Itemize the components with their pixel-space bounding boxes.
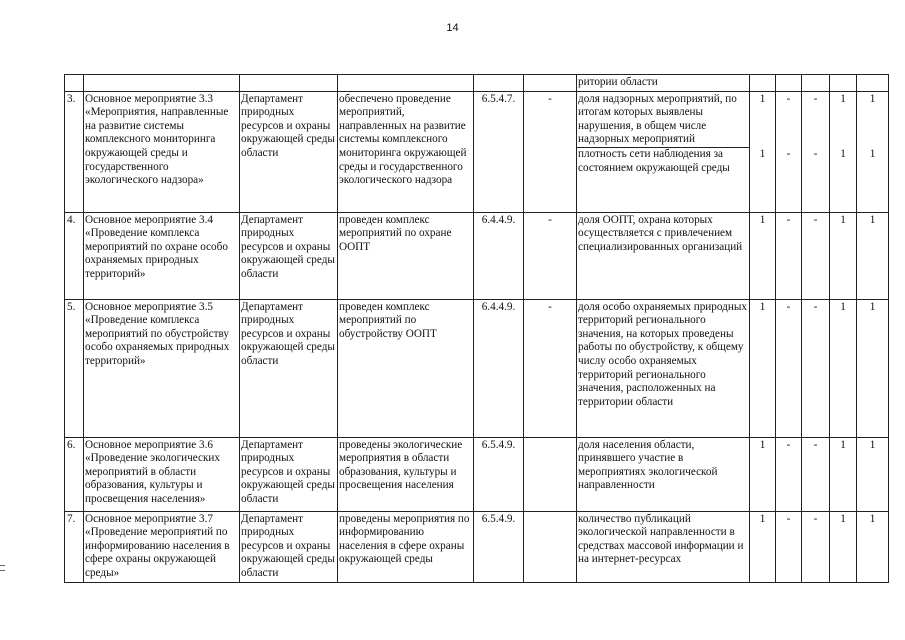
indicator-value: - <box>786 92 791 105</box>
indicator-value-4 <box>830 212 857 299</box>
indicator-value: 1 <box>840 300 846 313</box>
indicator-value-1 <box>750 437 776 511</box>
indicator-cell <box>577 299 750 437</box>
indicator-name: плотность сети наблюдения за состоянием окружающей среды <box>578 147 730 174</box>
dash-cell: - <box>524 299 577 437</box>
indicator-value: - <box>786 300 791 313</box>
expected-result: проведен комплекс мероприятий по охране ООПТ <box>338 212 474 299</box>
indicator-value-2 <box>776 511 802 582</box>
table-row <box>65 299 889 437</box>
indicator-value: 1 <box>759 438 766 451</box>
indicator-cell <box>577 437 750 511</box>
indicator-value: 1 <box>840 147 846 160</box>
indicator-value-5 <box>857 212 889 299</box>
expected-result: проведен комплекс мероприятий по обустройству ООПТ <box>338 299 474 437</box>
indicator-value: 1 <box>840 438 846 451</box>
indicator-value: - <box>813 512 818 525</box>
indicator-value-5 <box>857 437 889 511</box>
indicator-value-1 <box>750 91 776 212</box>
indicator-value-2 <box>776 91 802 212</box>
indicator-value-5 <box>857 299 889 437</box>
indicator-value: 1 <box>840 92 846 105</box>
indicator-cell <box>577 212 750 299</box>
event-name: Основное мероприятие 3.4 «Проведение комплекса мероприятий по охране особо охраняемых природных территорий» <box>84 212 240 299</box>
responsible-department: Департамент природных ресурсов и охраны окружающей среды области <box>240 511 338 582</box>
event-name: Основное мероприятие 3.7 «Проведение мероприятий по информированию населения в сфере охраны окружающей среды» <box>84 511 240 582</box>
indicator-value-1 <box>750 299 776 437</box>
indicator-value-4 <box>830 437 857 511</box>
indicator-value: - <box>813 213 818 226</box>
indicator-value: - <box>813 92 818 105</box>
indicator-value: - <box>786 512 791 525</box>
expected-result: проведены экологические мероприятия в области образования, культуры и просвещения населения <box>338 437 474 511</box>
indicator-value: 1 <box>869 147 876 160</box>
event-name: Основное мероприятие 3.6 «Проведение экологических мероприятий в области образования, культуры и просвещения населения» <box>84 437 240 511</box>
indicator-value-1 <box>750 212 776 299</box>
row-number: 3. <box>65 91 84 212</box>
table-row <box>65 91 889 212</box>
table-row <box>65 212 889 299</box>
indicator-value: 1 <box>759 92 766 105</box>
indicator-value: 1 <box>759 213 766 226</box>
indicator-value: - <box>813 438 818 451</box>
responsible-department: Департамент природных ресурсов и охраны окружающей среды области <box>240 212 338 299</box>
dash-cell: - <box>524 91 577 212</box>
indicator-value: - <box>786 438 791 451</box>
continuation-row <box>65 75 889 92</box>
row-number: 5. <box>65 299 84 437</box>
indicator-value: 1 <box>759 300 766 313</box>
indicator-continuation: ритории области <box>577 75 750 92</box>
indicator-cell <box>577 511 750 582</box>
indicator-value: 1 <box>759 512 766 525</box>
event-name: Основное мероприятие 3.5 «Проведение комплекса мероприятий по обустройству особо охраняемых природных территорий» <box>84 299 240 437</box>
responsible-department: Департамент природных ресурсов и охраны окружающей среды области <box>240 437 338 511</box>
row-number: 7. <box>65 511 84 582</box>
program-events-table <box>64 74 889 583</box>
indicator-value-3 <box>802 437 830 511</box>
indicator-value: 1 <box>869 438 876 451</box>
expected-result: проведены мероприятия по информированию населения в сфере охраны окружающей среды <box>338 511 474 582</box>
indicator-cell <box>577 91 750 212</box>
indicator-value-5 <box>857 91 889 212</box>
indicator-value: 1 <box>840 213 846 226</box>
expected-result: обеспечено проведение мероприятий, направленных на развитие системы комплексного мониторинга окружающей среды и государственного экологического надзора <box>338 91 474 212</box>
page-number: 14 <box>446 22 459 34</box>
dash-cell <box>524 437 577 511</box>
indicator-name: доля населения области, принявшего участие в мероприятиях экологической направленности <box>578 438 718 492</box>
indicator-value-2 <box>776 212 802 299</box>
indicator-value: 1 <box>869 213 876 226</box>
responsible-department: Департамент природных ресурсов и охраны окружающей среды области <box>240 299 338 437</box>
table-row <box>65 511 889 582</box>
indicator-name: доля надзорных мероприятий, по итогам которых выявлены нарушения, в общем числе надзорных мероприятий <box>577 93 749 148</box>
indicator-name: количество публикаций экологической направленности в средствах массовой информации и на интернет-ресурсах <box>578 512 744 566</box>
dash-cell <box>524 511 577 582</box>
indicator-value: - <box>786 213 791 226</box>
indicator-value-4 <box>830 91 857 212</box>
indicator-value: - <box>786 147 791 160</box>
row-number: 6. <box>65 437 84 511</box>
indicator-value: 1 <box>869 300 876 313</box>
indicator-value-3 <box>802 212 830 299</box>
indicator-value: 1 <box>840 512 846 525</box>
indicator-value-3 <box>802 299 830 437</box>
budget-code: 6.4.4.9. <box>474 212 524 299</box>
indicator-value-4 <box>830 299 857 437</box>
indicator-value: 1 <box>869 512 876 525</box>
budget-code: 6.4.4.9. <box>474 299 524 437</box>
budget-code: 6.5.4.9. <box>474 511 524 582</box>
indicator-value: 1 <box>869 92 876 105</box>
dash-cell: - <box>524 212 577 299</box>
budget-code: 6.5.4.7. <box>474 91 524 212</box>
indicator-value-5 <box>857 511 889 582</box>
margin-mark <box>0 565 5 571</box>
indicator-name: доля ООПТ, охрана которых осуществляется с привлечением специализированных организаций <box>578 213 743 253</box>
indicator-value-2 <box>776 299 802 437</box>
indicator-value-3 <box>802 91 830 212</box>
indicator-value-2 <box>776 437 802 511</box>
event-name: Основное мероприятие 3.3 «Мероприятия, направленные на развитие системы комплексного мониторинга окружающей среды и государственного экологического надзора» <box>84 91 240 212</box>
indicator-value-1 <box>750 511 776 582</box>
indicator-value: - <box>813 300 818 313</box>
row-number: 4. <box>65 212 84 299</box>
indicator-value-4 <box>830 511 857 582</box>
indicator-value: 1 <box>759 147 766 160</box>
budget-code: 6.5.4.9. <box>474 437 524 511</box>
responsible-department: Департамент природных ресурсов и охраны окружающей среды области <box>240 91 338 212</box>
table-row <box>65 437 889 511</box>
indicator-value: - <box>813 147 818 160</box>
indicator-name: доля особо охраняемых природных территорий регионального значения, на которых проведены работы по обустройству, к общему числу особо охраняемых территорий регионального значения, расположенных на территории области <box>578 300 747 408</box>
indicator-value-3 <box>802 511 830 582</box>
